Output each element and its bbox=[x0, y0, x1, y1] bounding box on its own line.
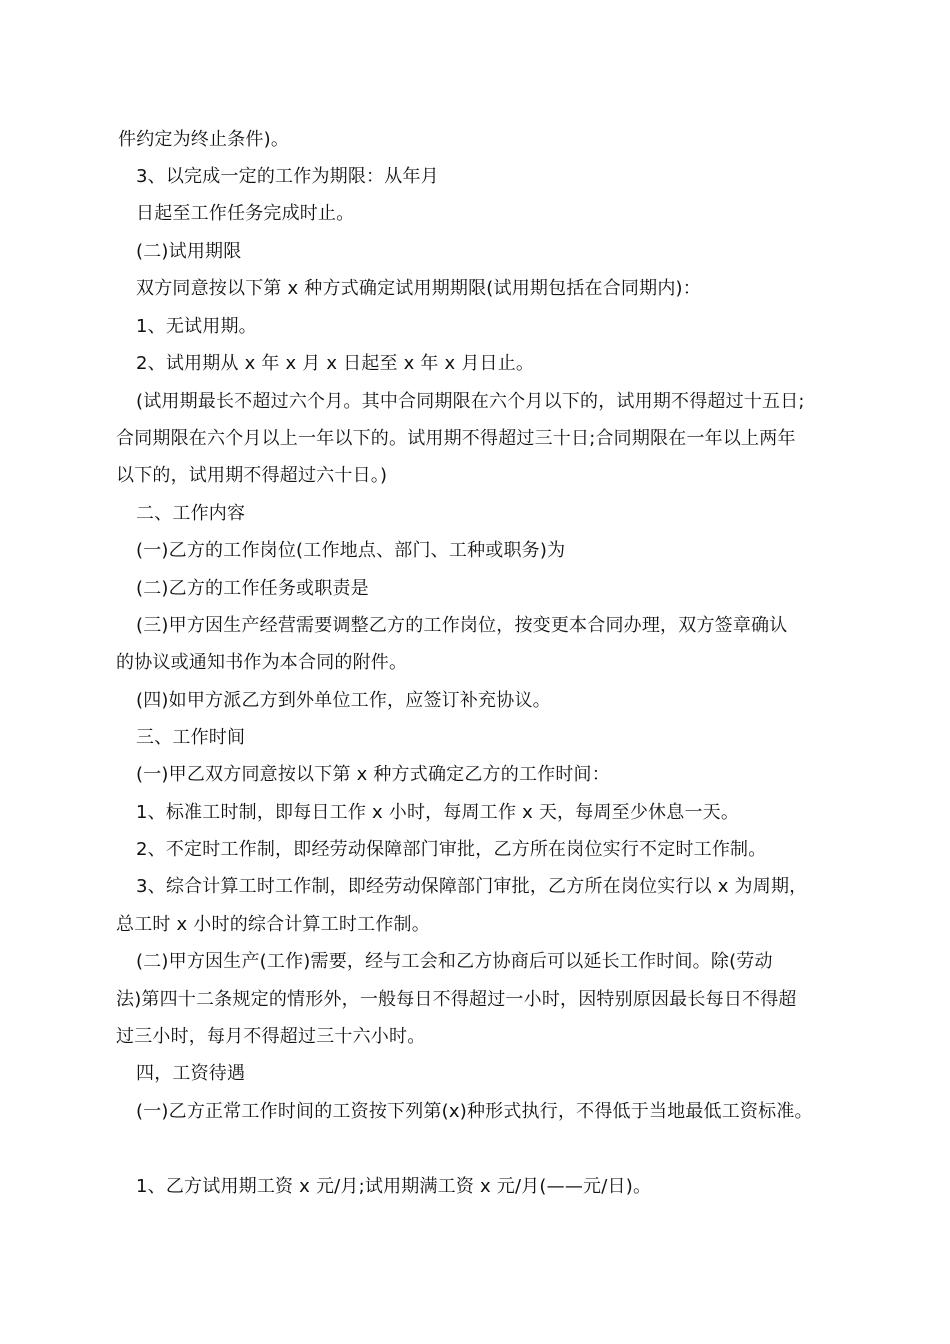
text-line: (一)乙方的工作岗位(工作地点、部门、工种或职务)为 bbox=[136, 540, 566, 561]
text-line: (二)甲方因生产(工作)需要，经与工会和乙方协商后可以延长工作时间。除(劳动 bbox=[136, 951, 773, 972]
text-line: 过三小时，每月不得超过三十六小时。 bbox=[116, 1026, 426, 1047]
text-line: (三)甲方因生产经营需要调整乙方的工作岗位，按变更本合同办理，双方签章确认 bbox=[136, 615, 788, 636]
text-line: (四)如甲方派乙方到外单位工作，应签订补充协议。 bbox=[136, 690, 551, 711]
text-line: 双方同意按以下第 x 种方式确定试用期期限(试用期包括在合同期内)： bbox=[136, 278, 701, 299]
section-heading: 二、工作内容 bbox=[136, 503, 246, 524]
text-line: 1、乙方试用期工资 x 元/月;试用期满工资 x 元/月(——元/日)。 bbox=[136, 1176, 652, 1197]
text-line: 1、无试用期。 bbox=[136, 316, 257, 337]
section-heading: 四，工资待遇 bbox=[136, 1063, 246, 1084]
text-line: (一)乙方正常工作时间的工资按下列第(x)种形式执行，不得低于当地最低工资标准。 bbox=[136, 1101, 813, 1122]
text-line: 合同期限在六个月以上一年以下的。试用期不得超过三十日;合同期限在一年以上两年 bbox=[116, 428, 796, 449]
text-line: 以下的，试用期不得超过六十日。) bbox=[116, 465, 388, 486]
text-line: 3、以完成一定的工作为期限：从年月 bbox=[136, 166, 439, 187]
section-heading: 三、工作时间 bbox=[136, 727, 246, 748]
text-line: (二)乙方的工作任务或职责是 bbox=[136, 578, 369, 599]
text-line: 1、标准工时制，即每日工作 x 小时，每周工作 x 天，每周至少休息一天。 bbox=[136, 802, 740, 823]
text-line: 2、试用期从 x 年 x 月 x 日起至 x 年 x 月日止。 bbox=[136, 353, 535, 374]
text-line: (试用期最长不超过六个月。其中合同期限在六个月以下的，试用期不得超过十五日; bbox=[136, 391, 805, 412]
text-line: 总工时 x 小时的综合计算工时工作制。 bbox=[116, 914, 430, 935]
text-line: 法)第四十二条规定的情形外，一般每日不得超过一小时，因特别原因最长每日不得超 bbox=[116, 989, 797, 1010]
text-line: 日起至工作任务完成时止。 bbox=[136, 203, 355, 224]
text-line: 2、不定时工作制，即经劳动保障部门审批，乙方所在岗位实行不定时工作制。 bbox=[136, 839, 767, 860]
text-line: 件约定为终止条件)。 bbox=[118, 129, 290, 150]
text-line: 的协议或通知书作为本合同的附件。 bbox=[116, 652, 408, 673]
text-line: 3、综合计算工时工作制，即经劳动保障部门审批，乙方所在岗位实行以 x 为周期， bbox=[136, 876, 808, 897]
section-heading: (二)试用期限 bbox=[136, 241, 242, 262]
text-line: (一)甲乙双方同意按以下第 x 种方式确定乙方的工作时间： bbox=[136, 764, 610, 785]
